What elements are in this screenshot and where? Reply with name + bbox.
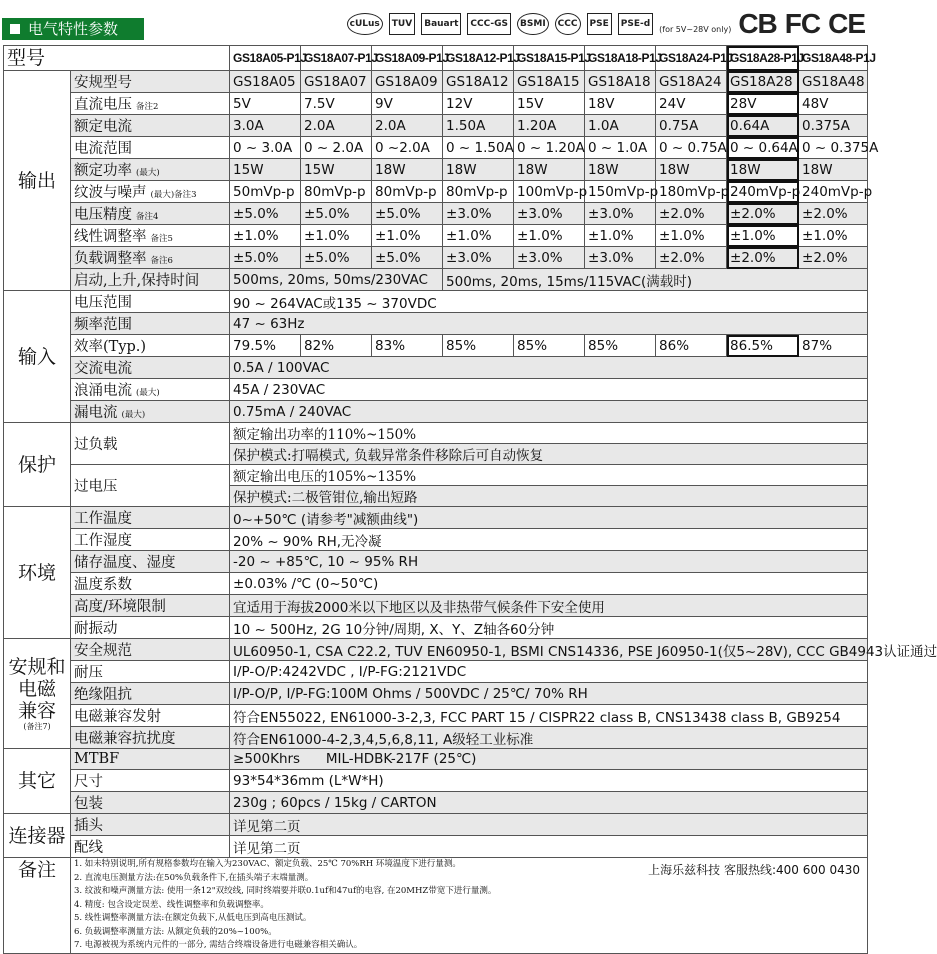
param-label [71, 551, 230, 573]
remark-line: 7. 电源被视为系统内元件的一部分, 需结合终端设备进行电磁兼容相关确认。 [74, 940, 363, 950]
value-cell: 24V [656, 93, 727, 115]
value-cell: 详见第二页 [230, 836, 868, 858]
model-header: GS18A18-P1J [585, 46, 656, 71]
value-cell: 47 ~ 63Hz [230, 313, 868, 335]
param-label [71, 529, 230, 551]
value-cell: ±5.0% [230, 203, 301, 225]
param-text: 额定电流 [74, 119, 132, 135]
value-cell: ±1.0% [585, 225, 656, 247]
param-text: 耐振动 [74, 621, 118, 637]
param-text: 电压范围 [74, 295, 132, 311]
value-cell: 100mVp-p [514, 181, 585, 203]
value-cell: 0 ~ 1.0A [585, 137, 656, 159]
hotline: 上海乐兹科技 客服热线:400 600 0430 [648, 863, 861, 877]
param-label [71, 313, 230, 335]
value-cell: 2.0A [301, 115, 372, 137]
param-text: 直流电压 [74, 97, 132, 113]
value-cell: ±5.0% [372, 247, 443, 269]
param-label [71, 595, 230, 617]
value-cell: ±1.0% [372, 225, 443, 247]
environment-row [4, 551, 868, 573]
value-cell: ±1.0% [799, 225, 868, 247]
param-label [71, 401, 230, 423]
value-cell: GS18A07 [301, 71, 372, 93]
value-cell: 80mVp-p [443, 181, 514, 203]
environment-row [4, 573, 868, 595]
value-cell: ±3.0% [443, 247, 514, 269]
value-cell: 20% ~ 90% RH,无冷凝 [230, 529, 868, 551]
value-cell: GS18A15 [514, 71, 585, 93]
value-cell: 0.375A [799, 115, 868, 137]
value-cell: I/P-O/P, I/P-FG:100M Ohms / 500VDC / 25℃/ 70% RH [230, 683, 868, 705]
value-cell: 0 ~ 1.20A [514, 137, 585, 159]
output-row [4, 181, 868, 203]
value-cell: ≥500Khrs MIL-HDBK-217F (25℃) [230, 749, 868, 770]
param-text: 漏电流 [74, 405, 118, 421]
value-cell: 5V [230, 93, 301, 115]
value-cell: 保护模式:打嗝模式, 负载异常条件移除后可自动恢复 [230, 444, 868, 465]
value-cell: 85% [443, 335, 514, 357]
value-cell: 0 ~ 3.0A [230, 137, 301, 159]
value-cell: GS18A05 [230, 71, 301, 93]
value-cell: 宜适用于海拔2000米以下地区以及非热带气候条件下安全使用 [230, 595, 868, 617]
value-cell: ±5.0% [372, 203, 443, 225]
value-cell: ±1.0% [727, 225, 799, 247]
param-label [71, 683, 230, 705]
remark-line: 6. 负载调整率测量方法: 从额定负载的20%~100%。 [74, 926, 277, 937]
remark-line: 5. 线性调整率测量方法:在额定负载下,从低电压到高电压测试。 [74, 913, 312, 923]
group-label: 输入 [4, 291, 71, 423]
model-header: GS18A05-P1J [230, 46, 301, 71]
value-cell: 9V [372, 93, 443, 115]
value-cell: 0~+50℃ (请参考"减额曲线") [230, 507, 868, 529]
value-cell: 18W [727, 159, 799, 181]
param-label [71, 93, 230, 115]
value-cell: ±1.0% [514, 225, 585, 247]
param-text: 电压精度 [74, 207, 132, 223]
param-text: 储存温度、湿度 [74, 555, 176, 571]
param-note: 备注5 [150, 234, 173, 244]
param-text: 配线 [74, 840, 103, 856]
model-header-row [4, 46, 868, 71]
output-row [4, 247, 868, 269]
value-cell: 45A / 230VAC [230, 379, 868, 401]
protection-row [4, 423, 868, 444]
section-title-bar [2, 18, 144, 40]
param-label [71, 379, 230, 401]
remarks-cell [71, 858, 868, 954]
value-cell: UL60950-1, CSA C22.2, TUV EN60950-1, BSMI CNS14336, PSE J60950-1(仅5~28V), CCC GB4943认证通过 [230, 639, 868, 661]
protection-row [4, 465, 868, 486]
value-cell: 1.50A [443, 115, 514, 137]
value-cell: 0 ~ 2.0A [301, 137, 372, 159]
value-cell: ±2.0% [799, 247, 868, 269]
startup-row [4, 269, 868, 291]
group-label-line: 安规和 [8, 655, 66, 678]
cert-note: (for 5V~28V only) [659, 24, 732, 34]
other-row [4, 770, 868, 792]
value-cell: 12V [443, 93, 514, 115]
param-text: 线性调整率 [74, 229, 147, 245]
value-cell: GS18A12 [443, 71, 514, 93]
param-note: 备注6 [150, 256, 173, 266]
param-text: 电磁兼容抗扰度 [74, 731, 176, 747]
cert-mark: PSE-d [618, 13, 653, 35]
group-label: 其它 [4, 749, 71, 814]
output-row [4, 159, 868, 181]
remark-line: 1. 如未特别说明,所有规格参数均在输入为230VAC、额定负载、25℃ 70%RH 环境温度下进行量测。 [74, 859, 461, 869]
param-label [71, 203, 230, 225]
value-cell: 0.75mA / 240VAC [230, 401, 868, 423]
value-cell: 保护模式:二极管钳位,输出短路 [230, 486, 868, 507]
environment-row [4, 507, 868, 529]
value-cell: 0.5A / 100VAC [230, 357, 868, 379]
value-cell: ±2.0% [656, 247, 727, 269]
param-label [71, 661, 230, 683]
value-cell: 符合EN61000-4-2,3,4,5,6,8,11, A级轻工业标准 [230, 727, 868, 749]
model-header: GS18A28-P1J [727, 46, 799, 71]
group-note: (备注7) [23, 721, 51, 731]
safety-row [4, 661, 868, 683]
value-cell: 1.0A [585, 115, 656, 137]
param-text: 电流范围 [74, 141, 132, 157]
connector-row [4, 836, 868, 858]
input-ac-current-row [4, 357, 868, 379]
value-cell: 0 ~ 0.375A [799, 137, 868, 159]
group-label-line: 电磁 [17, 677, 56, 700]
value-cell: ±5.0% [230, 247, 301, 269]
value-cell: 7.5V [301, 93, 372, 115]
param-text: 浪涌电流 [74, 383, 132, 399]
param-label [71, 507, 230, 529]
environment-row [4, 617, 868, 639]
value-cell: ±5.0% [301, 203, 372, 225]
param-label [71, 573, 230, 595]
connector-row [4, 814, 868, 836]
param-text: 工作温度 [74, 511, 132, 527]
value-cell: 85% [514, 335, 585, 357]
value-cell: 0 ~2.0A [372, 137, 443, 159]
value-cell: ±3.0% [443, 203, 514, 225]
param-label [71, 159, 230, 181]
safety-row [4, 683, 868, 705]
value-cell: 详见第二页 [230, 814, 868, 836]
param-label [71, 71, 230, 93]
input-inrush-row [4, 379, 868, 401]
param-text: 安全规范 [74, 643, 132, 659]
model-header: GS18A24-P1J [656, 46, 727, 71]
remark-line: 4. 精度: 包含设定误差、线性调整率和负载调整率。 [74, 899, 269, 910]
input-efficiency-row [4, 335, 868, 357]
value-cell: ±2.0% [656, 203, 727, 225]
value-cell: 18W [799, 159, 868, 181]
cert-mark: CCC [555, 13, 581, 35]
param-label [71, 705, 230, 727]
param-label [71, 749, 230, 770]
other-row [4, 792, 868, 814]
cert-mark: PSE [587, 13, 612, 35]
certification-marks [347, 8, 866, 40]
param-text: 频率范围 [74, 317, 132, 333]
value-cell: ±1.0% [656, 225, 727, 247]
other-row [4, 749, 868, 770]
value-cell: ±3.0% [585, 203, 656, 225]
value-cell: 80mVp-p [372, 181, 443, 203]
group-label: 备注 [4, 858, 71, 954]
group-label: 输出 [4, 71, 71, 291]
value-cell: 500ms, 20ms, 15ms/115VAC(满载时) [443, 269, 868, 291]
output-row [4, 137, 868, 159]
input-voltage-row [4, 291, 868, 313]
environment-row [4, 595, 868, 617]
param-text: 过负载 [74, 437, 118, 453]
value-cell: 符合EN55022, EN61000-3-2,3, FCC PART 15 / CISPR22 class B, CNS13438 class B, GB9254 [230, 705, 868, 727]
value-cell: 85% [585, 335, 656, 357]
value-cell: 79.5% [230, 335, 301, 357]
model-header: GS18A12-P1J [443, 46, 514, 71]
value-cell: 0 ~ 1.50A [443, 137, 514, 159]
value-cell: 18W [443, 159, 514, 181]
value-cell: 15V [514, 93, 585, 115]
group-label: 连接器 [4, 814, 71, 858]
value-cell: 230g ; 60pcs / 15kg / CARTON [230, 792, 868, 814]
param-label [71, 814, 230, 836]
cert-mark: BSMI [517, 13, 549, 35]
value-cell: 18V [585, 93, 656, 115]
param-text: 绝缘阻抗 [74, 687, 132, 703]
param-text: 安规型号 [74, 75, 132, 91]
value-cell: 50mVp-p [230, 181, 301, 203]
model-label: 型号 [4, 46, 230, 71]
output-row [4, 225, 868, 247]
value-cell: ±3.0% [514, 203, 585, 225]
value-cell: 180mVp-p [656, 181, 727, 203]
value-cell: 0.64A [727, 115, 799, 137]
square-bullet-icon [10, 24, 20, 34]
param-text: MTBF [74, 751, 120, 767]
value-cell: 18W [585, 159, 656, 181]
param-note: (最大)备注3 [150, 190, 197, 200]
value-cell: GS18A09 [372, 71, 443, 93]
value-cell: 2.0A [372, 115, 443, 137]
param-label [71, 115, 230, 137]
value-cell: 240mVp-p [727, 181, 799, 203]
value-cell: 0 ~ 0.75A [656, 137, 727, 159]
value-cell: 额定输出功率的110%~150% [230, 423, 868, 444]
value-cell: 240mVp-p [799, 181, 868, 203]
value-cell: 90 ~ 264VAC或135 ~ 370VDC [230, 291, 868, 313]
value-cell: 0.75A [656, 115, 727, 137]
output-row [4, 93, 868, 115]
value-cell: 1.20A [514, 115, 585, 137]
environment-row [4, 529, 868, 551]
value-cell: 18W [514, 159, 585, 181]
value-cell: 额定输出电压的105%~135% [230, 465, 868, 486]
param-label [71, 269, 230, 291]
model-header: GS18A48-P1J [799, 46, 868, 71]
value-cell: ±3.0% [585, 247, 656, 269]
param-note: (最大) [121, 410, 146, 420]
value-cell: 500ms, 20ms, 50ms/230VAC [230, 269, 443, 291]
section-title: 电气特性参数 [28, 20, 119, 38]
param-label [71, 836, 230, 858]
remark-line: 2. 直流电压测量方法:在50%负载条件下,在插头端子末端量测。 [74, 872, 314, 883]
value-cell: ±2.0% [727, 203, 799, 225]
value-cell: 18W [656, 159, 727, 181]
output-row [4, 71, 868, 93]
value-cell: 86% [656, 335, 727, 357]
value-cell: GS18A28 [727, 71, 799, 93]
remark-line: 3. 纹波和噪声测量方法: 使用一条12"双绞线, 同时终端要并联0.1uf和47uf的电容, 在20MHZ带宽下进行量测。 [74, 886, 497, 896]
value-cell: 93*54*36mm (L*W*H) [230, 770, 868, 792]
value-cell: 80mVp-p [301, 181, 372, 203]
param-label [71, 181, 230, 203]
param-note: (最大) [136, 388, 160, 398]
param-text: 效率(Typ.) [74, 339, 147, 355]
param-text: 尺寸 [74, 774, 103, 790]
param-text: 温度系数 [74, 577, 132, 593]
value-cell: 15W [301, 159, 372, 181]
cert-mark: cULus [347, 13, 383, 35]
cert-mark: FC [784, 8, 821, 39]
param-label [71, 792, 230, 814]
param-label [71, 291, 230, 313]
value-cell: 10 ~ 500Hz, 2G 10分钟/周期, X、Y、Z轴各60分钟 [230, 617, 868, 639]
output-row [4, 115, 868, 137]
group-label-safety [4, 639, 71, 749]
cert-mark: CE [828, 8, 865, 39]
model-header: GS18A15-P1J [514, 46, 585, 71]
cert-mark: Bauart [421, 13, 461, 35]
value-cell: ±1.0% [230, 225, 301, 247]
value-cell: I/P-O/P:4242VDC , I/P-FG:2121VDC [230, 661, 868, 683]
value-cell: ±2.0% [727, 247, 799, 269]
param-label [71, 465, 230, 507]
param-label [71, 423, 230, 465]
output-row [4, 203, 868, 225]
param-label [71, 770, 230, 792]
value-cell: ±2.0% [799, 203, 868, 225]
param-text: 电磁兼容发射 [74, 709, 161, 725]
value-cell: 83% [372, 335, 443, 357]
param-text: 额定功率 [74, 163, 132, 179]
param-label [71, 617, 230, 639]
value-cell: GS18A24 [656, 71, 727, 93]
param-text: 启动,上升,保持时间 [74, 273, 200, 289]
param-text: 包装 [74, 796, 103, 812]
value-cell: 18W [372, 159, 443, 181]
value-cell: 48V [799, 93, 868, 115]
value-cell: -20 ~ +85℃, 10 ~ 95% RH [230, 551, 868, 573]
value-cell: 28V [727, 93, 799, 115]
input-leakage-row [4, 401, 868, 423]
model-header: GS18A07-P1J [301, 46, 372, 71]
safety-row [4, 639, 868, 661]
group-label-line: 兼容 [17, 699, 56, 722]
param-text: 负载调整率 [74, 251, 147, 267]
group-label: 环境 [4, 507, 71, 639]
param-text: 过电压 [74, 479, 118, 495]
model-header: GS18A09-P1J [372, 46, 443, 71]
param-text: 纹波与噪声 [74, 185, 147, 201]
spec-table [3, 45, 937, 954]
param-note: 备注2 [136, 102, 159, 112]
value-cell: ±0.03% /℃ (0~50℃) [230, 573, 868, 595]
value-cell: 86.5% [727, 335, 799, 357]
param-note: 备注4 [136, 212, 159, 222]
param-text: 工作湿度 [74, 533, 132, 549]
param-label [71, 357, 230, 379]
param-label [71, 137, 230, 159]
group-label: 保护 [4, 423, 71, 507]
safety-row [4, 705, 868, 727]
param-label [71, 727, 230, 749]
param-note: (最大) [136, 168, 160, 178]
value-cell: 3.0A [230, 115, 301, 137]
param-label [71, 225, 230, 247]
safety-row [4, 727, 868, 749]
value-cell: 150mVp-p [585, 181, 656, 203]
param-text: 插头 [74, 818, 103, 834]
param-text: 耐压 [74, 665, 103, 681]
cert-mark: CB [738, 8, 777, 39]
value-cell: 87% [799, 335, 868, 357]
value-cell: GS18A48 [799, 71, 868, 93]
param-label [71, 335, 230, 357]
header [0, 0, 870, 42]
cert-mark: TUV [389, 13, 415, 35]
value-cell: 15W [230, 159, 301, 181]
param-text: 高度/环境限制 [74, 599, 166, 615]
value-cell: ±1.0% [443, 225, 514, 247]
param-label [71, 639, 230, 661]
value-cell: ±1.0% [301, 225, 372, 247]
value-cell: GS18A18 [585, 71, 656, 93]
value-cell: ±5.0% [301, 247, 372, 269]
param-text: 交流电流 [74, 361, 132, 377]
value-cell: 82% [301, 335, 372, 357]
cert-mark: CCC-GS [467, 13, 511, 35]
remarks-row [4, 858, 868, 954]
value-cell: ±3.0% [514, 247, 585, 269]
input-frequency-row [4, 313, 868, 335]
param-label [71, 247, 230, 269]
value-cell: 0 ~ 0.64A [727, 137, 799, 159]
